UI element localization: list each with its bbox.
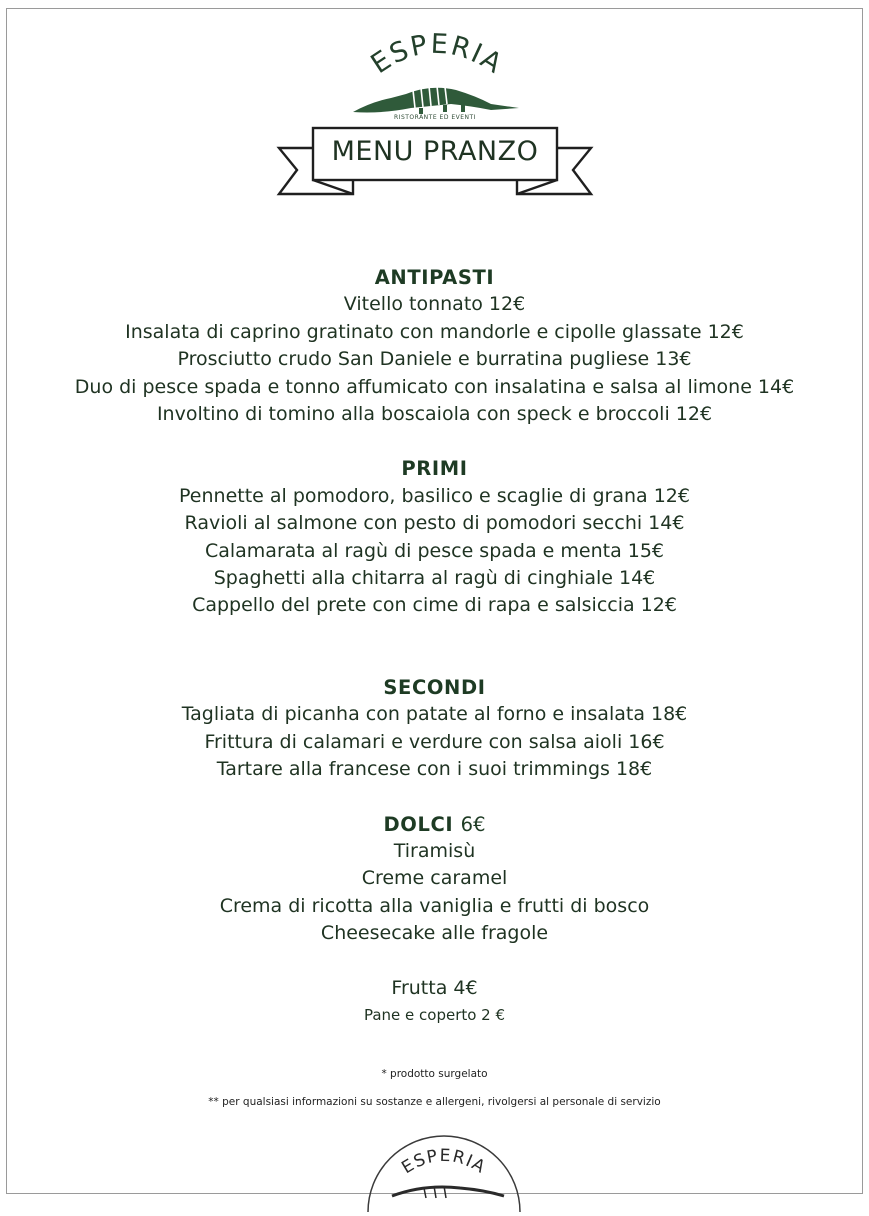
menu-item: Creme caramel [361, 867, 508, 890]
menu-item: Tiramisù [393, 839, 476, 862]
section-secondi [0, 674, 869, 784]
frozen-note: * prodotto surgelato [381, 1068, 488, 1080]
menu-item: Tartare alla francese con i suoi trimmings 18€ [216, 758, 653, 781]
menu-item: Cheesecake alle fragole [320, 922, 549, 945]
menu-item: Insalata di caprino gratinato con mandorle e cipolle glassate 12€ [125, 320, 744, 343]
menu-item: Vitello tonnato 12€ [343, 293, 526, 316]
section-heading: SECONDI [383, 675, 486, 699]
menu-title: MENU PRANZO [331, 136, 539, 167]
section-dolci [0, 811, 869, 948]
allergen-note: ** per qualsiasi informazioni su sostanze e allergeni, rivolgersi al personale di servizio [208, 1096, 661, 1108]
menu-item: Frittura di calamari e verdure con salsa aioli 16€ [204, 730, 665, 753]
menu-item: Involtino di tomino alla boscaiola con speck e broccoli 12€ [156, 403, 713, 426]
pane-coperto-item: Pane e coperto 2 € [363, 1005, 506, 1024]
dinosaur-skeleton-icon [351, 74, 521, 116]
svg-text:ESPERIA: ESPERIA [398, 1145, 490, 1179]
frutta-item: Frutta 4€ [391, 976, 478, 999]
section-heading [0, 811, 869, 838]
section-price: 6€ [460, 812, 486, 836]
section-antipasti [0, 264, 869, 428]
brand-tagline: RISTORANTE ED EVENTI [394, 114, 476, 121]
menu-item: Ravioli al salmone con pesto di pomodori secchi 14€ [184, 512, 685, 535]
menu-item: Cappello del prete con cime di rapa e salsiccia 12€ [192, 594, 677, 617]
menu-item: Pennette al pomodoro, basilico e scaglie di grana 12€ [179, 484, 690, 507]
menu-banner [275, 124, 595, 198]
bottom-emblem [364, 1132, 524, 1212]
menu-item: Spaghetti alla chitarra al ragù di cinghiale 14€ [213, 567, 656, 590]
menu-item: Duo di pesce spada e tonno affumicato con insalatina e salsa al limone 14€ [74, 375, 795, 398]
emblem-graphic [364, 1132, 524, 1212]
brand-logo [345, 30, 525, 130]
menu-item: Calamarata al ragù di pesce spada e menta 15€ [204, 539, 665, 562]
menu-item: Tagliata di picanha con patate al forno e insalata 18€ [181, 703, 688, 726]
section-heading: ANTIPASTI [374, 266, 495, 289]
section-primi [0, 455, 869, 619]
menu-content [0, 264, 869, 1029]
menu-item: Crema di ricotta alla vaniglia e frutti di bosco [219, 894, 650, 917]
menu-item: Prosciutto crudo San Daniele e burratina pugliese 13€ [177, 348, 692, 371]
section-heading: PRIMI [401, 457, 468, 481]
section-title: DOLCI [383, 812, 454, 836]
svg-text:ESPERIA: ESPERIA [365, 30, 509, 81]
